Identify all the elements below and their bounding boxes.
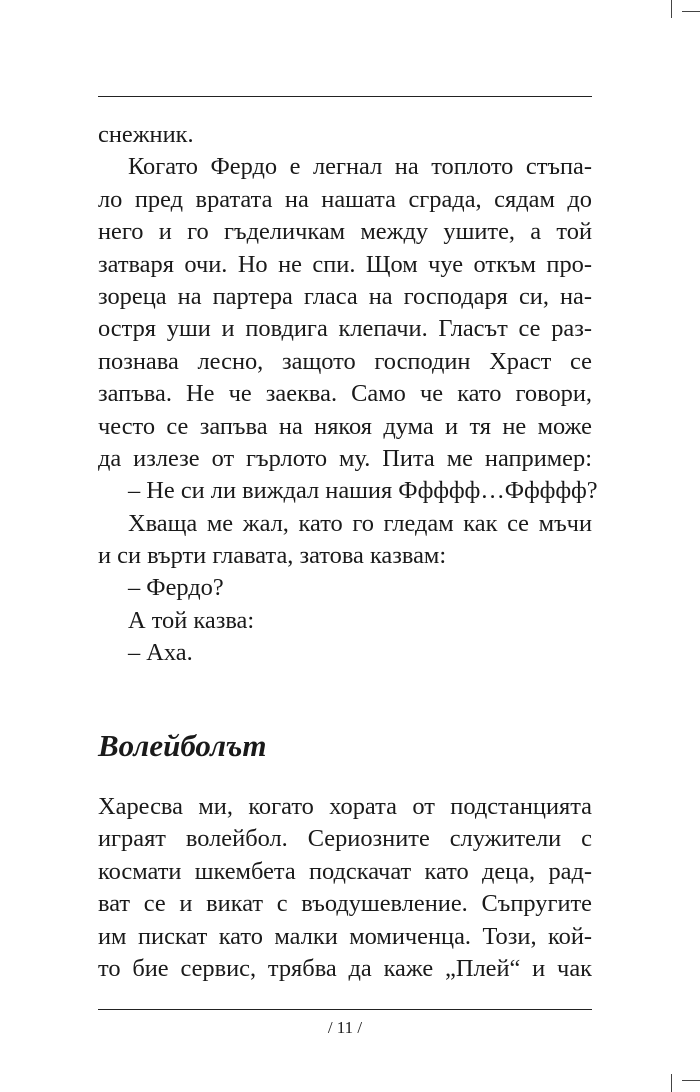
text-line: – Аха. [128, 639, 193, 667]
text-line: зореца на партера гласа на господаря си, на- [98, 282, 592, 310]
text-line: остря уши и повдига клепачи. Гласът се раз- [98, 315, 592, 343]
footer-rule [98, 1009, 592, 1010]
text-line: космати шкембета подскачат като деца, рад- [98, 857, 592, 885]
crop-mark-right-bottom [682, 1080, 700, 1081]
text-line: Хваща ме жал, като го гледам как се мъчи [128, 509, 592, 537]
text-line: затваря очи. Но не спи. Щом чуе откъм про- [98, 250, 592, 278]
chapter-heading: Волейболът [98, 728, 267, 763]
text-line: Когато Фердо е легнал на топлото стъпа- [128, 153, 592, 181]
text-line: да излезе от гърлото му. Пита ме например: [98, 444, 592, 472]
text-line: ват се и викат с въодушевление. Съпругите [98, 890, 592, 918]
text-line: и си върти главата, затова казвам: [98, 542, 447, 570]
crop-mark-right-top [682, 11, 700, 12]
text-line: него и го гъделичкам между ушите, а той [98, 218, 592, 246]
text-line: снежник. [98, 121, 194, 148]
body-text-section-2 [98, 791, 592, 985]
text-line: запъва. Не че заеква. Само че като говори, [98, 380, 592, 408]
text-line: познава лесно, защото господин Храст се [98, 347, 592, 375]
text-line: – Фердо? [128, 574, 224, 602]
text-line: често се запъва на някоя дума и тя не може [98, 412, 592, 440]
body-text-section-1 [98, 119, 598, 670]
text-line: – Не си ли виждал нашия Ффффф…Ффффф? [128, 477, 598, 505]
text-line: ло пред вратата на нашата сграда, сядам до [98, 185, 592, 213]
page-number: / 11 / [327, 1018, 363, 1037]
crop-mark-bottom-right [671, 1074, 672, 1092]
text-line: А той казва: [128, 606, 255, 634]
text-line: им пискат като малки момиченца. Този, кой- [98, 922, 592, 950]
text-line: играят волейбол. Сериозните служители с [98, 825, 592, 853]
text-line: Харесва ми, когато хората от подстанцията [98, 793, 592, 820]
crop-mark-top-right [671, 0, 672, 18]
text-line: то бие сервис, трябва да каже „Плей“ и чак [98, 954, 592, 982]
header-rule [98, 96, 592, 97]
